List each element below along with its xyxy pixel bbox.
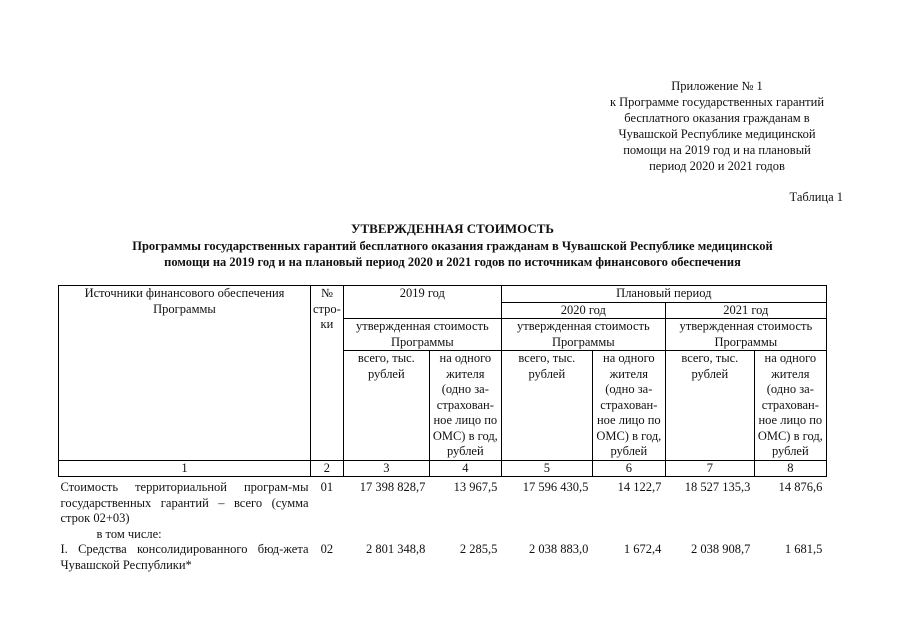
value-2019-per-person: 13 967,5 [453,480,498,494]
column-number: 8 [754,460,826,477]
value-2021-total: 18 527 135,3 [684,480,751,494]
appendix-line: бесплатного оказания гражданам в [624,111,810,125]
header-per-person-2021: на одного жителя (одно за-страхован-ное лицо по ОМС) в год, рублей [754,351,826,461]
header-approved-2020: утвержденная стоимость Программы [501,319,665,351]
appendix-line: помощи на 2019 год и на плановый [623,143,811,157]
header-total-2021: всего, тыс. рублей [665,351,754,461]
row-label: I. Средства консолидированного бюд-жета Чувашской Республики* [60,542,309,572]
value-2019-per-person: 2 285,5 [459,542,498,556]
header-total-2020: всего, тыс. рублей [501,351,592,461]
row-label: в том числе: [96,526,162,541]
document-title: УТВЕРЖДЕННАЯ СТОИМОСТЬ [350,221,555,236]
column-number-row [59,460,827,477]
value-2021-per-person: 14 876,6 [778,480,823,494]
header-year-2021: 2021 год [665,302,826,319]
table-row [59,542,827,573]
header-total-2019: всего, тыс. рублей [343,351,429,461]
row-code: 02 [320,542,334,556]
appendix-line: период 2020 и 2021 годов [649,159,785,173]
value-2019-total: 2 801 348,8 [365,542,426,556]
appendix-line: к Программе государственных гарантий [609,95,825,109]
cost-table [58,285,827,573]
value-2020-total: 2 038 883,0 [528,542,589,556]
table-label: Таблица 1 [789,190,843,204]
header-per-person-2019: на одного жителя (одно за-страхован-ное лицо по ОМС) в год, рублей [429,351,501,461]
document-subtitle [60,238,845,270]
column-number: 3 [343,460,429,477]
appendix-line: Приложение № 1 [671,79,763,93]
table-row [59,477,827,527]
column-number: 5 [501,460,592,477]
appendix-note [576,78,858,174]
header-line-no: № стро-ки [311,286,344,461]
header-year-2019: 2019 год [343,286,501,319]
header-per-person-2020: на одного жителя (одно за-страхован-ное лицо по ОМС) в год, рублей [592,351,665,461]
row-label: Стоимость территориальной програм-мы государственных гарантий – всего (сумма строк 02+03) [60,480,309,525]
header-year-2020: 2020 год [501,302,665,319]
column-number: 2 [311,460,344,477]
header-sources: Источники финансового обеспечения Программы [59,286,311,461]
header-planned-period: Плановый период [501,286,826,303]
value-2020-per-person: 1 672,4 [623,542,662,556]
column-number: 6 [592,460,665,477]
header-approved-2021: утвержденная стоимость Программы [665,319,826,351]
appendix-line: Чувашской Республике медицинской [618,127,816,141]
column-number: 7 [665,460,754,477]
row-code: 01 [320,480,334,494]
value-2020-per-person: 14 122,7 [617,480,662,494]
value-2021-total: 2 038 908,7 [690,542,751,556]
column-number: 1 [59,460,311,477]
subtitle-line: помощи на 2019 год и на плановый период 2020 и 2021 годов по источникам финансового обеспечения [164,255,741,269]
header-approved-2019: утвержденная стоимость Программы [343,319,501,351]
table-row [59,527,827,543]
column-number: 4 [429,460,501,477]
value-2021-per-person: 1 681,5 [784,542,823,556]
subtitle-line: Программы государственных гарантий бесплатного оказания гражданам в Чувашской Республике медицинской [132,239,773,253]
value-2019-total: 17 398 828,7 [359,480,426,494]
value-2020-total: 17 596 430,5 [522,480,589,494]
